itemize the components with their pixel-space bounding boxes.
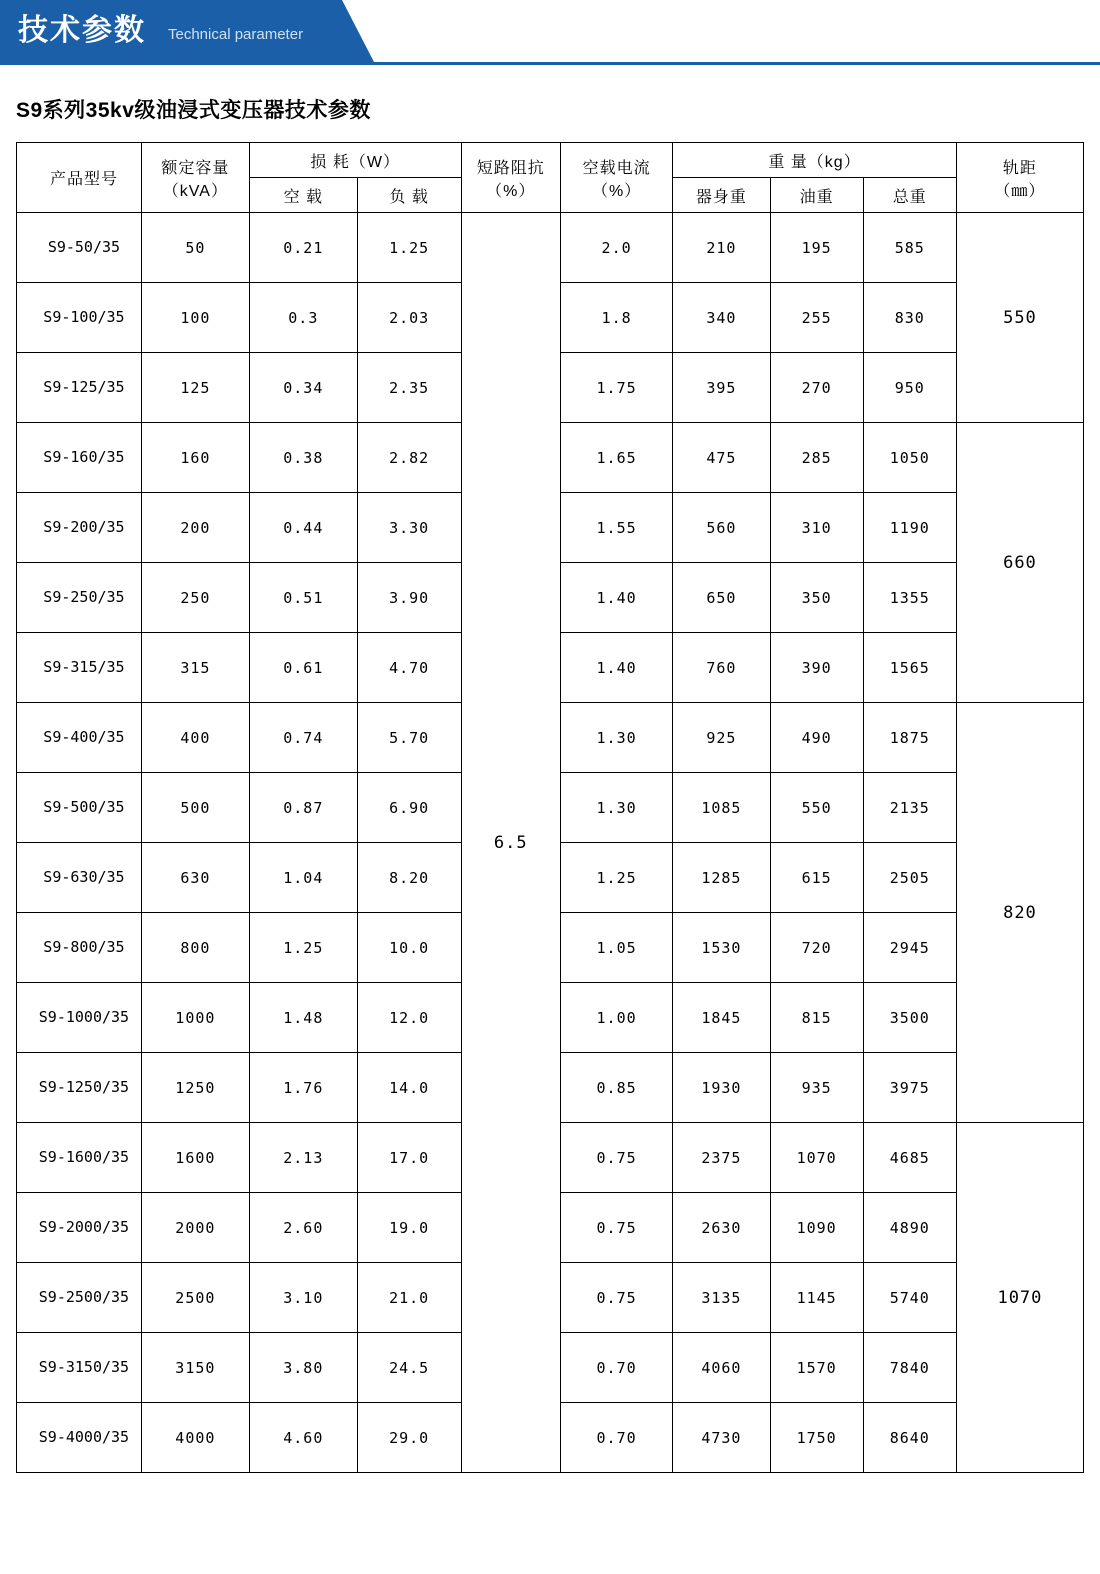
- cell-weight-total: 2505: [863, 843, 956, 913]
- cell-noload-current: 1.40: [561, 633, 673, 703]
- cell-noload-current: 1.55: [561, 493, 673, 563]
- header-loss-load: 负 载: [357, 178, 461, 213]
- cell-weight-oil: 350: [770, 563, 863, 633]
- cell-loss-noload: 2.13: [249, 1123, 357, 1193]
- cell-weight-body: 1285: [673, 843, 770, 913]
- cell-weight-oil: 720: [770, 913, 863, 983]
- cell-loss-load: 4.70: [357, 633, 461, 703]
- header-noload-current-line2: （%）: [591, 182, 642, 200]
- cell-weight-body: 1530: [673, 913, 770, 983]
- cell-weight-body: 210: [673, 213, 770, 283]
- cell-loss-load: 2.35: [357, 353, 461, 423]
- cell-weight-body: 4730: [673, 1403, 770, 1473]
- cell-loss-load: 12.0: [357, 983, 461, 1053]
- cell-gauge: 1070: [956, 1123, 1083, 1473]
- header-impedance-line1: 短路阻抗: [476, 159, 545, 177]
- cell-model: S9-2500/35: [17, 1263, 142, 1333]
- cell-weight-total: 4685: [863, 1123, 956, 1193]
- header-rated-capacity-line1: 额定容量: [161, 159, 230, 177]
- cell-weight-body: 475: [673, 423, 770, 493]
- cell-noload-current: 0.70: [561, 1403, 673, 1473]
- cell-rated-capacity: 160: [141, 423, 249, 493]
- table-header: [17, 143, 1084, 213]
- cell-loss-noload: 1.48: [249, 983, 357, 1053]
- cell-rated-capacity: 4000: [141, 1403, 249, 1473]
- cell-weight-total: 1565: [863, 633, 956, 703]
- cell-model: S9-2000/35: [17, 1193, 142, 1263]
- cell-weight-total: 3975: [863, 1053, 956, 1123]
- cell-rated-capacity: 100: [141, 283, 249, 353]
- banner-underline: [0, 62, 1100, 65]
- cell-weight-total: 1050: [863, 423, 956, 493]
- header-impedance-line2: （%）: [486, 182, 536, 200]
- cell-noload-current: 0.85: [561, 1053, 673, 1123]
- cell-weight-oil: 390: [770, 633, 863, 703]
- cell-weight-total: 4890: [863, 1193, 956, 1263]
- cell-weight-total: 2945: [863, 913, 956, 983]
- cell-rated-capacity: 1000: [141, 983, 249, 1053]
- banner-title-en: Technical parameter: [168, 26, 304, 43]
- cell-noload-current: 0.75: [561, 1193, 673, 1263]
- cell-rated-capacity: 3150: [141, 1333, 249, 1403]
- header-noload-current-line1: 空载电流: [582, 159, 651, 177]
- header-gauge-line1: 轨距: [1002, 159, 1037, 177]
- header-gauge-line2: （㎜）: [994, 182, 1046, 200]
- cell-weight-body: 1930: [673, 1053, 770, 1123]
- page-header-banner: [0, 0, 1100, 72]
- cell-rated-capacity: 2000: [141, 1193, 249, 1263]
- header-weight-body: 器身重: [673, 178, 770, 213]
- cell-weight-oil: 490: [770, 703, 863, 773]
- cell-noload-current: 1.65: [561, 423, 673, 493]
- cell-weight-total: 1875: [863, 703, 956, 773]
- cell-weight-body: 4060: [673, 1333, 770, 1403]
- cell-weight-body: 2375: [673, 1123, 770, 1193]
- cell-weight-oil: 255: [770, 283, 863, 353]
- cell-loss-noload: 4.60: [249, 1403, 357, 1473]
- cell-loss-load: 6.90: [357, 773, 461, 843]
- cell-loss-noload: 1.04: [249, 843, 357, 913]
- cell-loss-noload: 3.80: [249, 1333, 357, 1403]
- cell-gauge: 820: [956, 703, 1083, 1123]
- cell-loss-load: 2.82: [357, 423, 461, 493]
- cell-model: S9-100/35: [17, 283, 142, 353]
- cell-loss-noload: 0.38: [249, 423, 357, 493]
- cell-loss-load: 1.25: [357, 213, 461, 283]
- cell-weight-body: 2630: [673, 1193, 770, 1263]
- cell-loss-noload: 0.21: [249, 213, 357, 283]
- cell-loss-load: 17.0: [357, 1123, 461, 1193]
- cell-weight-total: 5740: [863, 1263, 956, 1333]
- cell-loss-noload: 1.76: [249, 1053, 357, 1123]
- cell-rated-capacity: 315: [141, 633, 249, 703]
- cell-noload-current: 1.30: [561, 773, 673, 843]
- cell-weight-oil: 285: [770, 423, 863, 493]
- cell-weight-total: 950: [863, 353, 956, 423]
- cell-weight-total: 3500: [863, 983, 956, 1053]
- cell-noload-current: 0.70: [561, 1333, 673, 1403]
- cell-model: S9-50/35: [17, 213, 142, 283]
- cell-weight-oil: 1750: [770, 1403, 863, 1473]
- cell-model: S9-1250/35: [17, 1053, 142, 1123]
- cell-rated-capacity: 1600: [141, 1123, 249, 1193]
- cell-weight-total: 1190: [863, 493, 956, 563]
- cell-noload-current: 0.75: [561, 1123, 673, 1193]
- cell-weight-body: 560: [673, 493, 770, 563]
- cell-weight-oil: 1090: [770, 1193, 863, 1263]
- cell-loss-noload: 0.34: [249, 353, 357, 423]
- header-noload-current: [561, 143, 673, 213]
- cell-loss-noload: 0.3: [249, 283, 357, 353]
- cell-loss-load: 19.0: [357, 1193, 461, 1263]
- cell-weight-oil: 270: [770, 353, 863, 423]
- cell-weight-body: 3135: [673, 1263, 770, 1333]
- cell-model: S9-500/35: [17, 773, 142, 843]
- cell-rated-capacity: 400: [141, 703, 249, 773]
- cell-rated-capacity: 1250: [141, 1053, 249, 1123]
- cell-model: S9-250/35: [17, 563, 142, 633]
- cell-loss-noload: 0.74: [249, 703, 357, 773]
- cell-weight-oil: 550: [770, 773, 863, 843]
- header-weight-group: 重 量（kg）: [673, 143, 957, 178]
- cell-noload-current: 1.75: [561, 353, 673, 423]
- cell-rated-capacity: 50: [141, 213, 249, 283]
- header-model: 产品型号: [17, 143, 142, 213]
- cell-loss-load: 5.70: [357, 703, 461, 773]
- cell-model: S9-3150/35: [17, 1333, 142, 1403]
- cell-model: S9-160/35: [17, 423, 142, 493]
- cell-loss-noload: 0.51: [249, 563, 357, 633]
- cell-model: S9-315/35: [17, 633, 142, 703]
- cell-loss-noload: 3.10: [249, 1263, 357, 1333]
- cell-loss-noload: 1.25: [249, 913, 357, 983]
- cell-loss-load: 10.0: [357, 913, 461, 983]
- banner-title-cn: 技术参数: [18, 14, 146, 47]
- cell-weight-body: 1085: [673, 773, 770, 843]
- cell-weight-oil: 195: [770, 213, 863, 283]
- cell-noload-current: 1.40: [561, 563, 673, 633]
- header-weight-total: 总重: [863, 178, 956, 213]
- cell-model: S9-800/35: [17, 913, 142, 983]
- cell-weight-total: 7840: [863, 1333, 956, 1403]
- spec-table-container: [16, 142, 1084, 1473]
- cell-weight-oil: 310: [770, 493, 863, 563]
- cell-rated-capacity: 630: [141, 843, 249, 913]
- cell-model: S9-125/35: [17, 353, 142, 423]
- header-weight-oil: 油重: [770, 178, 863, 213]
- cell-loss-noload: 0.61: [249, 633, 357, 703]
- cell-rated-capacity: 200: [141, 493, 249, 563]
- cell-model: S9-200/35: [17, 493, 142, 563]
- page-title: S9系列35kv级油浸式变压器技术参数: [16, 99, 371, 122]
- header-rated-capacity: [141, 143, 249, 213]
- cell-loss-load: 24.5: [357, 1333, 461, 1403]
- cell-weight-body: 340: [673, 283, 770, 353]
- cell-weight-oil: 1570: [770, 1333, 863, 1403]
- cell-weight-body: 1845: [673, 983, 770, 1053]
- header-impedance: [461, 143, 560, 213]
- cell-weight-body: 925: [673, 703, 770, 773]
- cell-loss-noload: 0.87: [249, 773, 357, 843]
- cell-noload-current: 1.00: [561, 983, 673, 1053]
- cell-rated-capacity: 500: [141, 773, 249, 843]
- cell-rated-capacity: 250: [141, 563, 249, 633]
- cell-weight-body: 650: [673, 563, 770, 633]
- cell-noload-current: 1.30: [561, 703, 673, 773]
- cell-weight-total: 2135: [863, 773, 956, 843]
- cell-noload-current: 2.0: [561, 213, 673, 283]
- cell-impedance: 6.5: [461, 213, 560, 1473]
- header-loss-noload: 空 载: [249, 178, 357, 213]
- cell-loss-load: 3.30: [357, 493, 461, 563]
- cell-model: S9-1600/35: [17, 1123, 142, 1193]
- cell-weight-oil: 1070: [770, 1123, 863, 1193]
- cell-weight-total: 830: [863, 283, 956, 353]
- cell-rated-capacity: 800: [141, 913, 249, 983]
- cell-loss-load: 21.0: [357, 1263, 461, 1333]
- cell-model: S9-630/35: [17, 843, 142, 913]
- cell-weight-body: 760: [673, 633, 770, 703]
- cell-noload-current: 0.75: [561, 1263, 673, 1333]
- cell-rated-capacity: 125: [141, 353, 249, 423]
- transformer-spec-table: [16, 142, 1084, 1473]
- header-gauge: [956, 143, 1083, 213]
- cell-model: S9-4000/35: [17, 1403, 142, 1473]
- cell-weight-body: 395: [673, 353, 770, 423]
- cell-loss-load: 3.90: [357, 563, 461, 633]
- cell-weight-oil: 935: [770, 1053, 863, 1123]
- cell-weight-total: 585: [863, 213, 956, 283]
- cell-loss-load: 2.03: [357, 283, 461, 353]
- cell-gauge: 660: [956, 423, 1083, 703]
- cell-gauge: 550: [956, 213, 1083, 423]
- cell-noload-current: 1.05: [561, 913, 673, 983]
- cell-rated-capacity: 2500: [141, 1263, 249, 1333]
- cell-noload-current: 1.8: [561, 283, 673, 353]
- cell-loss-noload: 2.60: [249, 1193, 357, 1263]
- header-rated-capacity-line2: （kVA）: [162, 182, 228, 200]
- table-header-row-1: [17, 143, 1084, 178]
- cell-model: S9-400/35: [17, 703, 142, 773]
- table-body: [17, 213, 1084, 1473]
- table-row: [17, 213, 1084, 283]
- cell-noload-current: 1.25: [561, 843, 673, 913]
- cell-weight-total: 8640: [863, 1403, 956, 1473]
- cell-loss-noload: 0.44: [249, 493, 357, 563]
- cell-loss-load: 29.0: [357, 1403, 461, 1473]
- cell-weight-oil: 815: [770, 983, 863, 1053]
- cell-weight-oil: 1145: [770, 1263, 863, 1333]
- cell-weight-oil: 615: [770, 843, 863, 913]
- cell-weight-total: 1355: [863, 563, 956, 633]
- cell-loss-load: 8.20: [357, 843, 461, 913]
- cell-loss-load: 14.0: [357, 1053, 461, 1123]
- banner-right-fill: [374, 0, 1100, 62]
- cell-model: S9-1000/35: [17, 983, 142, 1053]
- header-loss-group: 损 耗（W）: [249, 143, 461, 178]
